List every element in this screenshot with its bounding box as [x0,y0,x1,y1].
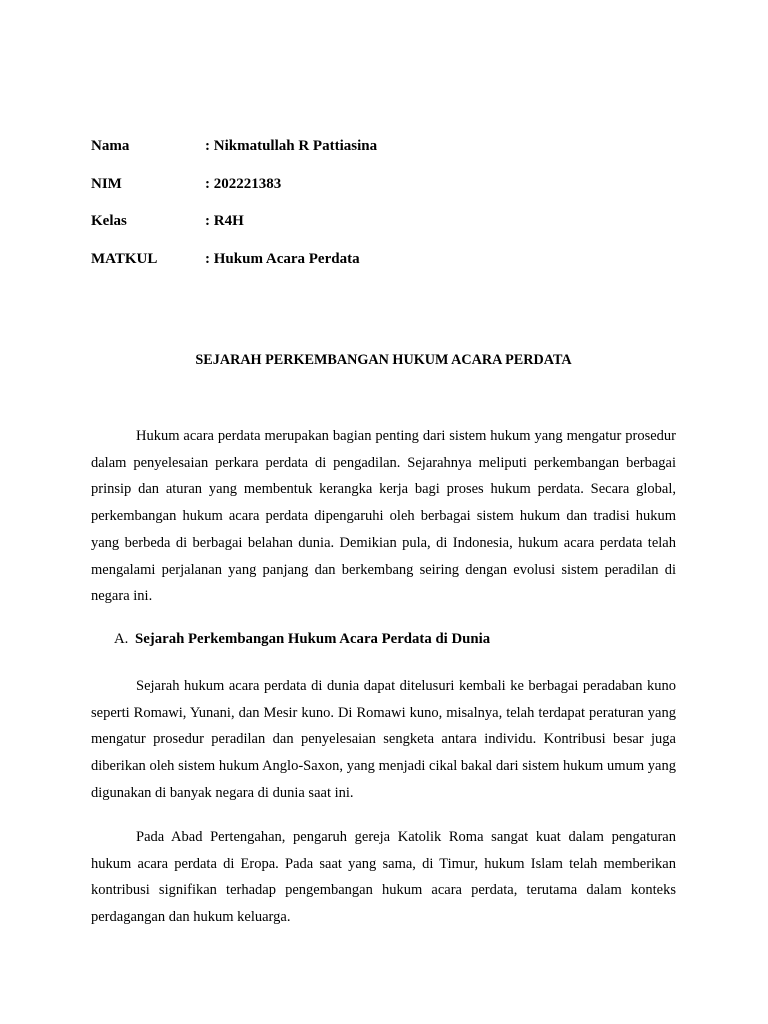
info-row-nim [91,166,691,204]
section-letter: A. [114,631,129,647]
info-row-nama [91,128,691,166]
document-title: SEJARAH PERKEMBANGAN HUKUM ACARA PERDATA [195,352,572,368]
info-label: MATKUL [91,250,158,267]
section-title: Sejarah Perkembangan Hukum Acara Perdata di Dunia [135,631,491,647]
info-value: : Hukum Acara Perdata [205,250,360,267]
info-row-matkul [91,241,691,279]
info-label: NIM [91,175,122,192]
body-paragraph: Sejarah hukum acara perdata di dunia dapat ditelusuri kembali ke berbagai peradaban kuno seperti Romawi, Yunani, dan Mesir kuno. Di Romawi kuno, misalnya, telah terdapat peraturan yang mengatur prosedur peradilan dan penyelesaian sengketa antara individu. Kontribusi besar juga diberikan oleh sistem hukum Anglo-Saxon, yang menjadi cikal bakal dari sistem hukum umum yang digunakan di banyak negara di dunia saat ini. [91,678,676,801]
info-label: Nama [91,138,130,155]
info-value: : 202221383 [205,175,282,192]
info-value: : Nikmatullah R Pattiasina [205,138,378,155]
info-row-kelas [91,203,691,241]
intro-paragraph: Hukum acara perdata merupakan bagian penting dari sistem hukum yang mengatur prosedur dalam penyelesaian perkara perdata di pengadilan. Sejarahnya meliputi perkembangan berbagai prinsip dan aturan yang membentuk kerangka kerja bagi proses hukum perdata. Secara global, perkembangan hukum acara perdata dipengaruhi oleh berbagai sistem hukum dan tradisi hukum yang berbeda di berbagai belahan dunia. Demikian pula, di Indonesia, hukum acara perdata telah mengalami perjalanan yang panjang dan berkembang seiring dengan evolusi sistem peradilan di negara ini. [91,428,676,605]
section-a-heading [114,631,490,648]
body-paragraph: Pada Abad Pertengahan, pengaruh gereja Katolik Roma sangat kuat dalam pengaturan hukum acara perdata di Eropa. Pada saat yang sama, di Timur, hukum Islam telah memberikan kontribusi signifikan terhadap pengembangan hukum acara perdata, terutama dalam konteks perdagangan dan hukum keluarga. [91,829,676,926]
student-info [91,128,691,278]
info-label: Kelas [91,213,127,230]
info-value: : R4H [205,213,244,230]
